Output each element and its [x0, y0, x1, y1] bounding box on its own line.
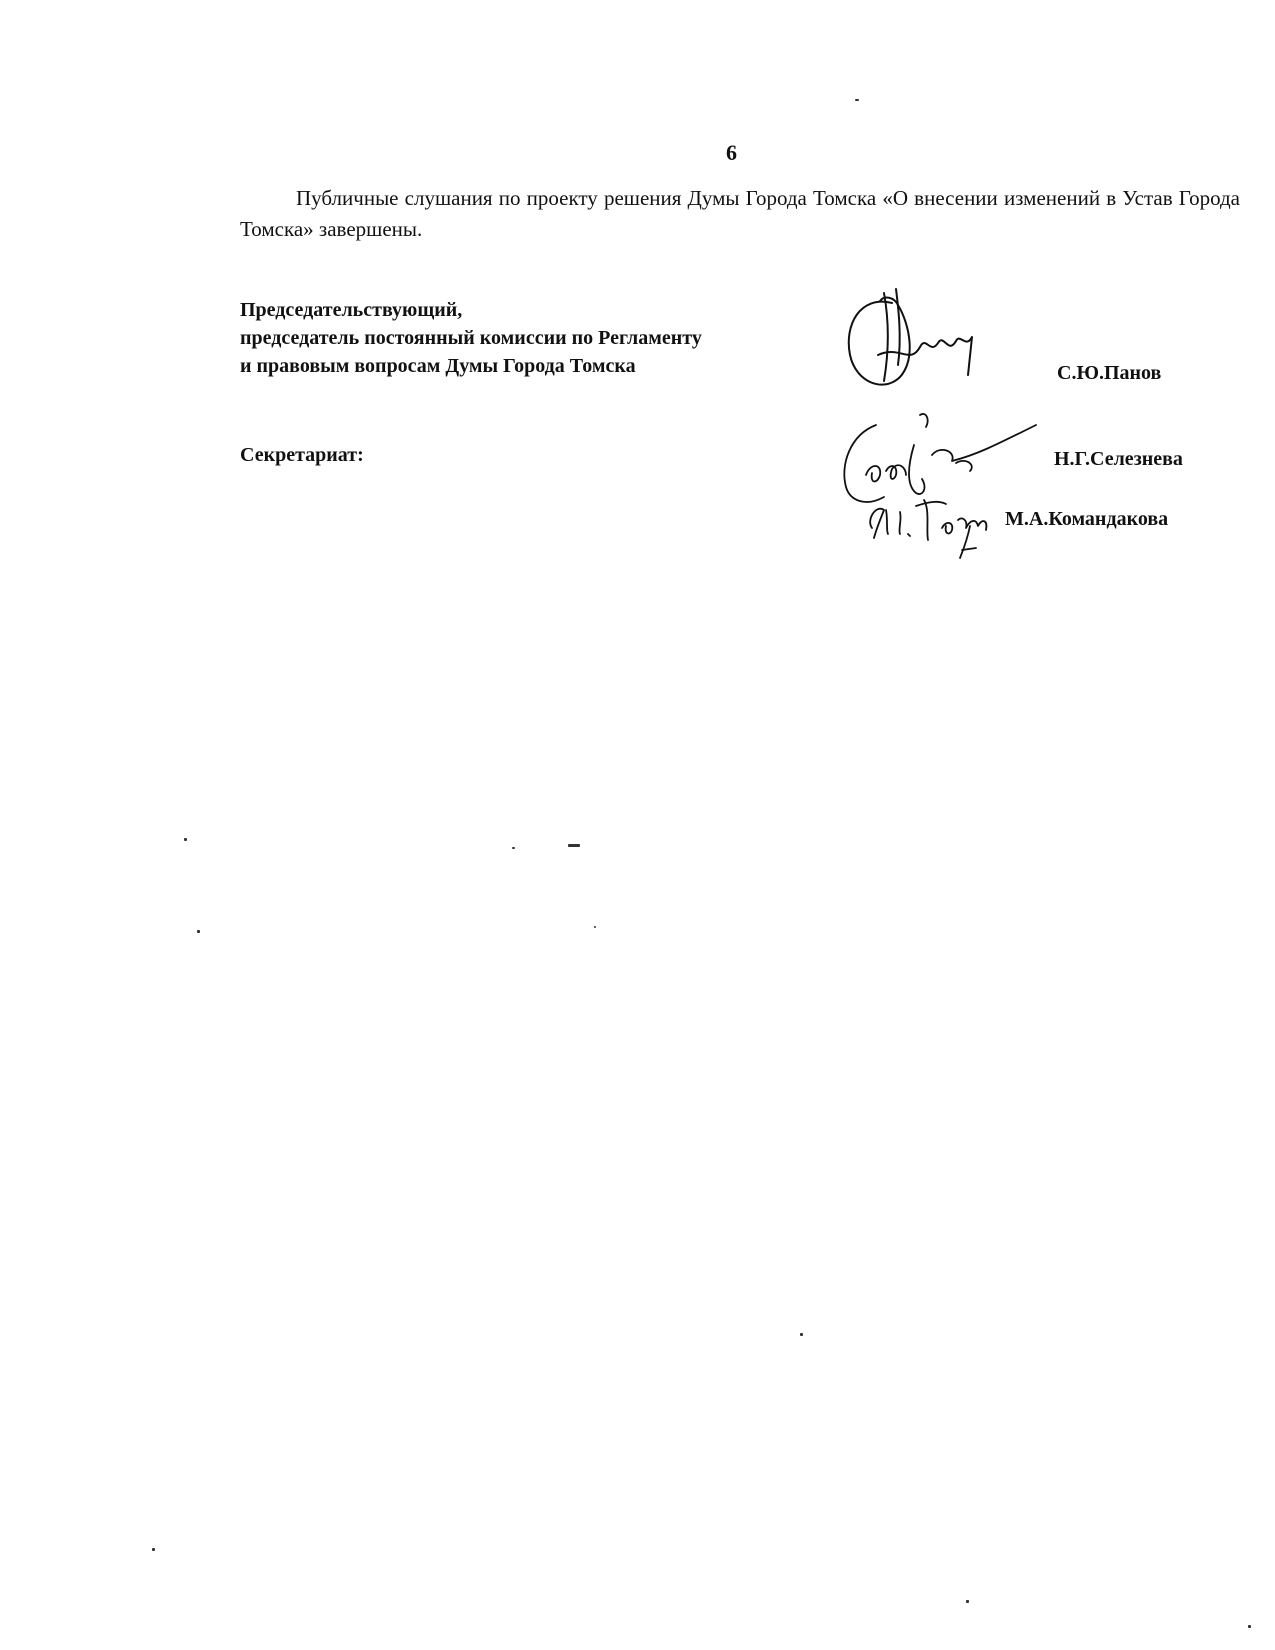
scan-speck	[197, 930, 200, 933]
scan-speck	[184, 838, 187, 841]
secretariat-name-komandakova: М.А.Командакова	[1005, 508, 1169, 530]
scan-speck	[594, 926, 596, 928]
scan-speck	[800, 1333, 803, 1336]
secretariat-name-selezneva: Н.Г.Селезнева	[1054, 448, 1183, 470]
scan-speck	[855, 99, 859, 101]
presiding-title-line-3: и правовым вопросам Думы Города Томска	[240, 355, 636, 377]
scan-speck	[512, 847, 515, 849]
scan-speck	[152, 1548, 155, 1551]
scan-speck	[1248, 1625, 1251, 1628]
presiding-title-line-2: председатель постоянный комиссии по Регламенту	[240, 327, 702, 349]
body-paragraph: Публичные слушания по проекту решения Думы Города Томска «О внесении изменений в Устав Города Томска» завершены.	[240, 186, 1240, 241]
presiding-title-line-1: Председательствующий,	[240, 299, 463, 321]
signature-panov	[840, 285, 1020, 405]
scan-speck	[966, 1600, 969, 1603]
presiding-block	[240, 296, 702, 380]
secretariat-label: Секретариат:	[240, 444, 364, 466]
signature-komandakova	[858, 490, 1008, 560]
scan-speck	[568, 844, 580, 847]
presiding-name: С.Ю.Панов	[1057, 362, 1162, 384]
page-number: 6	[726, 140, 737, 165]
